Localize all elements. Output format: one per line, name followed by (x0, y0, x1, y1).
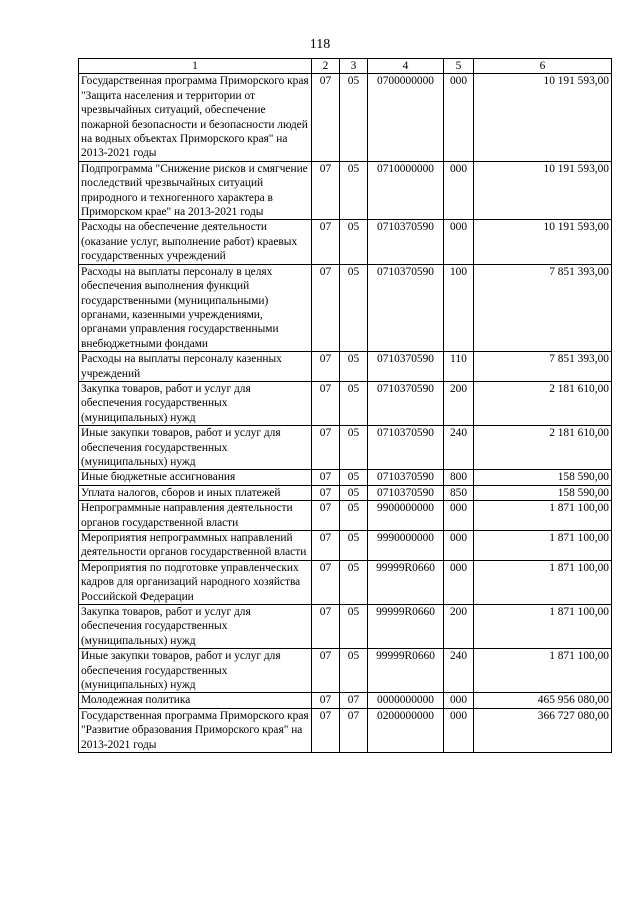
table-row (79, 649, 612, 693)
row-expense-type: 100 (444, 264, 474, 351)
row-description: Уплата налогов, сборов и иных платежей (79, 485, 312, 500)
table-row (79, 501, 612, 531)
row-subsection: 07 (340, 693, 368, 708)
row-section: 07 (312, 352, 340, 382)
row-section: 07 (312, 693, 340, 708)
row-description: Государственная программа Приморского края "Защита населения и территории от чрезвычайных ситуаций, обеспечение пожарной безопасности и безопасности людей на водных объектах Приморского края" на 2013-2021 годы (79, 74, 312, 161)
row-expense-type: 000 (444, 161, 474, 220)
row-amount: 158 590,00 (474, 470, 612, 485)
table-row (79, 426, 612, 470)
row-target-item: 9900000000 (368, 501, 444, 531)
table-row (79, 264, 612, 351)
row-section: 07 (312, 560, 340, 604)
row-expense-type: 000 (444, 74, 474, 161)
row-amount: 2 181 610,00 (474, 426, 612, 470)
table-row (79, 381, 612, 425)
row-amount: 10 191 593,00 (474, 220, 612, 264)
row-subsection: 05 (340, 264, 368, 351)
table-row (79, 560, 612, 604)
row-amount: 158 590,00 (474, 485, 612, 500)
row-subsection: 05 (340, 470, 368, 485)
row-subsection: 05 (340, 426, 368, 470)
row-target-item: 0710370590 (368, 352, 444, 382)
row-subsection: 05 (340, 560, 368, 604)
row-section: 07 (312, 381, 340, 425)
row-description: Непрограммные направления деятельности органов государственной власти (79, 501, 312, 531)
column-header-amount: 6 (474, 59, 612, 74)
row-target-item: 99999R0660 (368, 560, 444, 604)
row-subsection: 05 (340, 649, 368, 693)
table-row (79, 708, 612, 752)
row-section: 07 (312, 220, 340, 264)
row-expense-type: 800 (444, 470, 474, 485)
row-section: 07 (312, 605, 340, 649)
row-section: 07 (312, 649, 340, 693)
row-expense-type: 000 (444, 501, 474, 531)
row-subsection: 05 (340, 161, 368, 220)
row-expense-type: 240 (444, 649, 474, 693)
row-expense-type: 000 (444, 560, 474, 604)
row-description: Закупка товаров, работ и услуг для обеспечения государственных (муниципальных) нужд (79, 381, 312, 425)
row-subsection: 05 (340, 485, 368, 500)
row-section: 07 (312, 485, 340, 500)
row-amount: 10 191 593,00 (474, 74, 612, 161)
row-section: 07 (312, 470, 340, 485)
budget-table (78, 58, 612, 753)
row-amount: 1 871 100,00 (474, 501, 612, 531)
column-header-description: 1 (79, 59, 312, 74)
row-expense-type: 200 (444, 381, 474, 425)
row-description: Молодежная политика (79, 693, 312, 708)
row-amount: 366 727 080,00 (474, 708, 612, 752)
row-expense-type: 000 (444, 220, 474, 264)
row-subsection: 05 (340, 605, 368, 649)
column-header-section: 2 (312, 59, 340, 74)
row-subsection: 05 (340, 531, 368, 561)
row-description: Расходы на выплаты персоналу в целях обеспечения выполнения функций государственными (муниципальными) органами, казенными учреждениями, органами управления государственными внебюджетными фондами (79, 264, 312, 351)
row-expense-type: 000 (444, 708, 474, 752)
row-expense-type: 000 (444, 531, 474, 561)
row-expense-type: 240 (444, 426, 474, 470)
row-expense-type: 200 (444, 605, 474, 649)
row-subsection: 05 (340, 352, 368, 382)
column-header-target-item: 4 (368, 59, 444, 74)
table-body (79, 74, 612, 753)
row-section: 07 (312, 161, 340, 220)
row-amount: 2 181 610,00 (474, 381, 612, 425)
row-amount: 1 871 100,00 (474, 605, 612, 649)
row-target-item: 0710370590 (368, 264, 444, 351)
row-description: Подпрограмма "Снижение рисков и смягчение последствий чрезвычайных ситуаций природного и техногенного характера в Приморском крае" на 2013-2021 годы (79, 161, 312, 220)
row-target-item: 0710370590 (368, 220, 444, 264)
table-row (79, 352, 612, 382)
row-subsection: 05 (340, 381, 368, 425)
row-target-item: 99999R0660 (368, 605, 444, 649)
row-amount: 7 851 393,00 (474, 352, 612, 382)
row-target-item: 0710370590 (368, 470, 444, 485)
row-section: 07 (312, 264, 340, 351)
table-row (79, 74, 612, 161)
row-description: Иные бюджетные ассигнования (79, 470, 312, 485)
row-description: Расходы на обеспечение деятельности (оказание услуг, выполнение работ) краевых государственных учреждений (79, 220, 312, 264)
row-amount: 1 871 100,00 (474, 649, 612, 693)
row-amount: 1 871 100,00 (474, 560, 612, 604)
row-description: Мероприятия непрограммных направлений деятельности органов государственной власти (79, 531, 312, 561)
table-row (79, 470, 612, 485)
row-amount: 1 871 100,00 (474, 531, 612, 561)
row-section: 07 (312, 74, 340, 161)
table-row (79, 531, 612, 561)
row-target-item: 0710370590 (368, 485, 444, 500)
row-subsection: 05 (340, 501, 368, 531)
row-description: Расходы на выплаты персоналу казенных учреждений (79, 352, 312, 382)
row-target-item: 0710370590 (368, 426, 444, 470)
row-expense-type: 850 (444, 485, 474, 500)
row-description: Иные закупки товаров, работ и услуг для обеспечения государственных (муниципальных) нужд (79, 649, 312, 693)
row-section: 07 (312, 426, 340, 470)
row-description: Закупка товаров, работ и услуг для обеспечения государственных (муниципальных) нужд (79, 605, 312, 649)
row-amount: 465 956 080,00 (474, 693, 612, 708)
table-header-row (79, 59, 612, 74)
column-header-subsection: 3 (340, 59, 368, 74)
row-subsection: 05 (340, 74, 368, 161)
row-expense-type: 000 (444, 693, 474, 708)
row-target-item: 0710370590 (368, 381, 444, 425)
page-number: 118 (309, 37, 331, 52)
row-expense-type: 110 (444, 352, 474, 382)
row-target-item: 0700000000 (368, 74, 444, 161)
row-amount: 7 851 393,00 (474, 264, 612, 351)
row-target-item: 0200000000 (368, 708, 444, 752)
row-section: 07 (312, 531, 340, 561)
row-amount: 10 191 593,00 (474, 161, 612, 220)
row-target-item: 0710000000 (368, 161, 444, 220)
row-description: Мероприятия по подготовке управленческих кадров для организаций народного хозяйства Российской Федерации (79, 560, 312, 604)
row-section: 07 (312, 708, 340, 752)
table-row (79, 220, 612, 264)
row-description: Государственная программа Приморского края "Развитие образования Приморского края" на 2013-2021 годы (79, 708, 312, 752)
row-subsection: 05 (340, 220, 368, 264)
column-header-expense-type: 5 (444, 59, 474, 74)
row-target-item: 0000000000 (368, 693, 444, 708)
row-target-item: 9990000000 (368, 531, 444, 561)
row-description: Иные закупки товаров, работ и услуг для обеспечения государственных (муниципальных) нужд (79, 426, 312, 470)
row-subsection: 07 (340, 708, 368, 752)
row-section: 07 (312, 501, 340, 531)
table-row (79, 605, 612, 649)
table-row (79, 161, 612, 220)
table-row (79, 693, 612, 708)
table-row (79, 485, 612, 500)
row-target-item: 99999R0660 (368, 649, 444, 693)
